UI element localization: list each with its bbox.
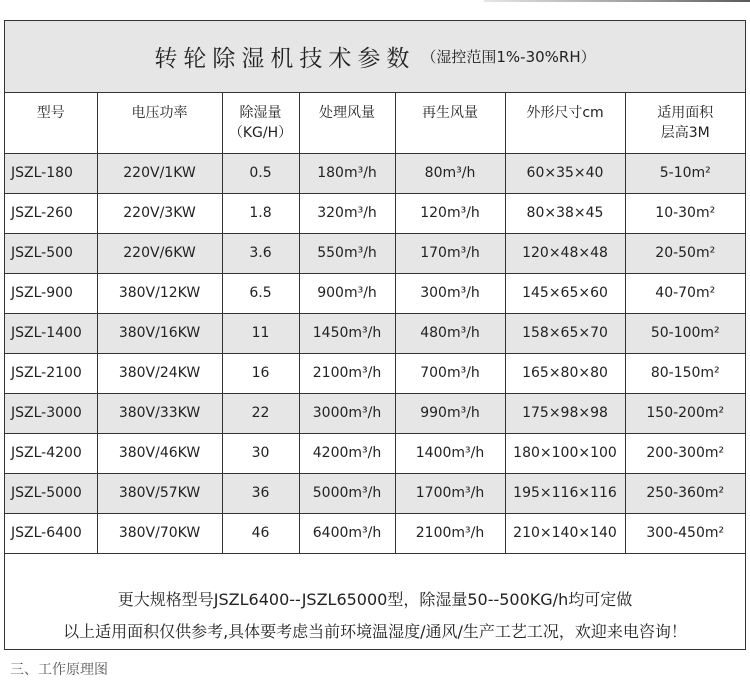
table-cell: 80m³/h <box>395 153 505 193</box>
table-row <box>5 433 745 473</box>
table-cell: JSZL-4200 <box>5 433 97 473</box>
table-cell: JSZL-5000 <box>5 473 97 513</box>
table-row <box>5 513 745 553</box>
table-cell: 3.6 <box>222 233 299 273</box>
table-cell: 380V/57KW <box>97 473 222 513</box>
column-header-label: 再生风量 <box>422 105 478 121</box>
table-cell: 380V/24KW <box>97 353 222 393</box>
table-cell: 480m³/h <box>395 313 505 353</box>
column-header-label: 除湿量 <box>239 105 282 121</box>
section-heading: 三、工作原理图 <box>10 662 108 678</box>
table-cell: 180m³/h <box>299 153 395 193</box>
column-header-label: 处理风量 <box>319 105 375 121</box>
table-cell: 16 <box>222 353 299 393</box>
table-header-row <box>5 93 745 153</box>
column-header <box>97 93 222 153</box>
column-header <box>299 93 395 153</box>
spec-title: 转轮除湿机技术参数 <box>154 46 416 72</box>
table-cell: 220V/3KW <box>97 193 222 233</box>
column-header <box>222 93 299 153</box>
table-cell: 5000m³/h <box>299 473 395 513</box>
table-cell: JSZL-2100 <box>5 353 97 393</box>
table-cell: 158×65×70 <box>505 313 625 353</box>
table-cell: 250-360m² <box>625 473 745 513</box>
table-row <box>5 233 745 273</box>
custom-order-note: 更大规格型号JSZL6400--JSZL65000型，除湿量50--500KG/h均可定做 <box>117 590 633 609</box>
footnote <box>5 566 745 650</box>
table-cell: 380V/12KW <box>97 273 222 313</box>
table-cell: 300m³/h <box>395 273 505 313</box>
table-cell: 195×116×116 <box>505 473 625 513</box>
table-cell: JSZL-180 <box>5 153 97 193</box>
table-cell: 120m³/h <box>395 193 505 233</box>
table-row <box>5 193 745 233</box>
table-cell: 120×48×48 <box>505 233 625 273</box>
table-row <box>5 473 745 513</box>
column-header-label: （KG/H） <box>228 125 293 141</box>
table-row <box>5 393 745 433</box>
table-cell: 2100m³/h <box>299 353 395 393</box>
table-cell: 0.5 <box>222 153 299 193</box>
table-cell: 1450m³/h <box>299 313 395 353</box>
table-cell: 170m³/h <box>395 233 505 273</box>
table-cell: JSZL-6400 <box>5 513 97 553</box>
table-cell: 20-50m² <box>625 233 745 273</box>
table-cell: 5-10m² <box>625 153 745 193</box>
table-cell: 220V/1KW <box>97 153 222 193</box>
table-cell: 200-300m² <box>625 433 745 473</box>
table-cell: 6400m³/h <box>299 513 395 553</box>
table-cell: 40-70m² <box>625 273 745 313</box>
table-cell: 145×65×60 <box>505 273 625 313</box>
table-cell: 36 <box>222 473 299 513</box>
table-cell: 380V/33KW <box>97 393 222 433</box>
column-header-label: 适用面积 <box>657 105 714 121</box>
column-header <box>5 93 97 153</box>
column-header-label: 外形尺寸cm <box>526 105 604 121</box>
table-cell: JSZL-260 <box>5 193 97 233</box>
title-row <box>5 21 745 93</box>
table-cell: 550m³/h <box>299 233 395 273</box>
table-cell: 380V/16KW <box>97 313 222 353</box>
column-header-label: 层高3M <box>660 125 710 141</box>
column-header <box>505 93 625 153</box>
table-cell: 22 <box>222 393 299 433</box>
table-cell: 11 <box>222 313 299 353</box>
table-cell: 180×100×100 <box>505 433 625 473</box>
table-row <box>5 353 745 393</box>
table-cell: 150-200m² <box>625 393 745 433</box>
table-cell: 2100m³/h <box>395 513 505 553</box>
table-cell: 990m³/h <box>395 393 505 433</box>
table-row <box>5 273 745 313</box>
table-cell: 300-450m² <box>625 513 745 553</box>
table-cell: 80-150m² <box>625 353 745 393</box>
table-cell: 380V/70KW <box>97 513 222 553</box>
column-header-label: 电压功率 <box>131 105 188 121</box>
table-cell: 60×35×40 <box>505 153 625 193</box>
table-cell: JSZL-1400 <box>5 313 97 353</box>
table-cell: JSZL-3000 <box>5 393 97 433</box>
table-cell: 1400m³/h <box>395 433 505 473</box>
table-cell: 6.5 <box>222 273 299 313</box>
table-cell: 320m³/h <box>299 193 395 233</box>
table-cell: 4200m³/h <box>299 433 395 473</box>
table-cell: 3000m³/h <box>299 393 395 433</box>
table-cell: 380V/46KW <box>97 433 222 473</box>
spec-sheet <box>4 20 746 650</box>
table-cell: JSZL-900 <box>5 273 97 313</box>
column-header <box>625 93 745 153</box>
table-cell: 900m³/h <box>299 273 395 313</box>
table-cell: 165×80×80 <box>505 353 625 393</box>
table-cell: 1.8 <box>222 193 299 233</box>
table-cell: 30 <box>222 433 299 473</box>
spec-table <box>5 93 745 554</box>
table-cell: 50-100m² <box>625 313 745 353</box>
table-row <box>5 313 745 353</box>
table-cell: 210×140×140 <box>505 513 625 553</box>
table-cell: 1700m³/h <box>395 473 505 513</box>
table-cell: 46 <box>222 513 299 553</box>
table-cell: 10-30m² <box>625 193 745 233</box>
table-cell: 700m³/h <box>395 353 505 393</box>
top-divider-line <box>484 0 750 2</box>
table-cell: 175×98×98 <box>505 393 625 433</box>
column-header-label: 型号 <box>36 105 65 121</box>
humidity-range-subtitle: （湿控范围1%-30%RH） <box>421 48 596 66</box>
table-row <box>5 153 745 193</box>
table-cell: JSZL-500 <box>5 233 97 273</box>
column-header <box>395 93 505 153</box>
table-body <box>5 153 745 553</box>
table-cell: 220V/6KW <box>97 233 222 273</box>
area-disclaimer-note: 以上适用面积仅供参考,具体要考虑当前环境温湿度/通风/生产工艺工况，欢迎来电咨询！ <box>63 622 687 641</box>
table-cell: 80×38×45 <box>505 193 625 233</box>
